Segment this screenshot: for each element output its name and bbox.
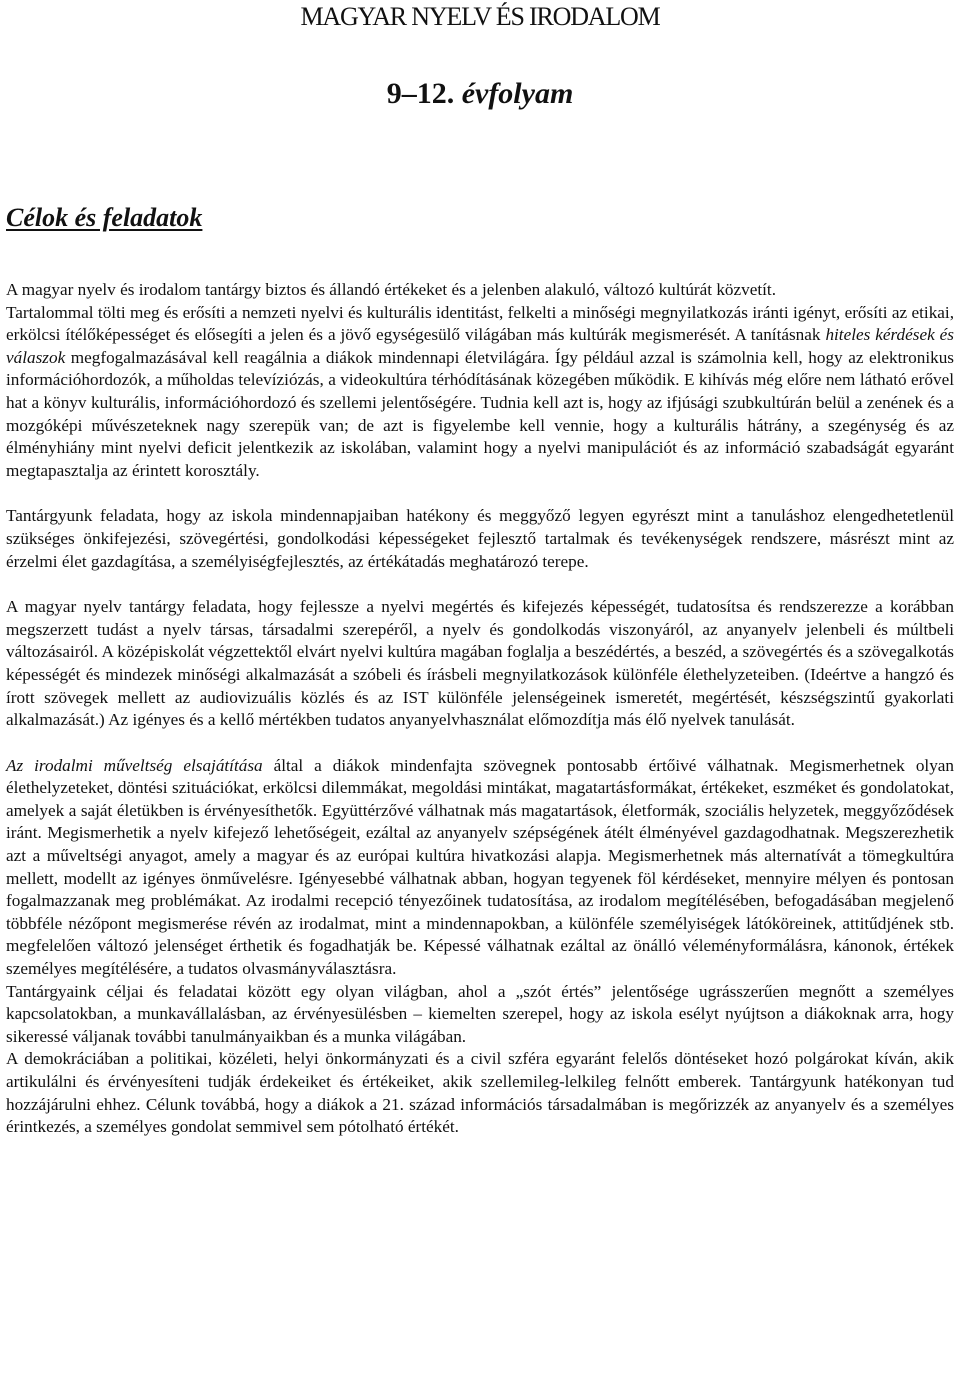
paragraph-1-part-b: megfogalmazásával kell reagálnia a diákok mindennapi életvilágára. Így például azzal is számolnia kell, hogy az elektronikus információhordozók, a műholdas televíziózás, a videokultúra térhódításának közegében működik. E kihívás még előre nem látható erővel hat a könyv kulturális, információhordozó és szellemi jelentőségére. Tudnia kell azt is, hogy az ifjúsági szubkultúrán belül a zenének és a mozgóképi művészeteknek nagy szerepük van; de azt is figyelembe kell vennie, hogy a kulturális hátrány, a szegénység és az élményhiány mint nyelvi deficit jelentkezik az iskolában, valamint hogy a nyelvi manipulációt és az információ szabadságát egyaránt megtapasztalja az érintett korosztály. <box>6 347 954 480</box>
body-text <box>6 279 954 1139</box>
section-heading: Célok és feladatok <box>6 203 203 232</box>
paragraph-1-part-a: Tartalommal tölti meg és erősíti a nemzeti nyelvi és kulturális identitást, felkelti a minőségi megnyilatkozás iránti igényt, erősíti az etikai, erkölcsi ítélőképességet és elősegíti a jelen és a jövő egységesülő világában más kultúrák megismerését. A tanításnak <box>6 302 954 345</box>
paragraph-1 <box>6 302 954 483</box>
paragraph-1-lead: A magyar nyelv és irodalom tantárgy biztos és állandó értékeket és a jelenben alakuló, változó kultúrát közvetít. <box>6 280 777 299</box>
paragraph-4-text: által a diákok mindenfajta szövegnek pontosabb értőivé válhatnak. Megismerhetnek olyan élethelyzeteket, döntési szituációkat, erkölcsi dilemmákat, megoldási mintákat, magatartásformákat, értékeket, eszméket és gondolatokat, amelyek a saját életükben is érvényesíthetők. Együttérzővé válhatnak más magatartások, életformák, szociális helyzetek, meggyőződések iránt. Megismerhetik a nyelv kifejező lehetőségeit, ezáltal az anyanyelv szépségének átélt élményével gazdagodhatnak. Megszerezhetik azt a műveltségi anyagot, amely a magyar és az európai kultúra hivatkozási alapja. Megismerhetnek más alternatívát a tömegkultúra mellett, modellt az igényes önművelésre. Igényesebbé válhatnak abban, hogyan tegyenek föl kérdéseket, mennyire mélyen és pontosan fogalmazzanak meg problémákat. Az irodalmi recepció tényezőinek tudatosítása, az irodalom megítélésében, befogadásában megjelenő többféle nézőpont megismerése révén az irodalmat, mint a mindennapokban, a különféle személyiségek látóköreinek, attitűdjének stb. megfelelően változó jelenséget érthetik és fogadhatják be. Képessé válhatnak ezáltal az önálló véleményformálásra, kánonok, értékek személyes megítélésére, a tudatos olvasmányválasztásra. <box>6 755 955 979</box>
paragraph-4-italic-phrase: Az irodalmi műveltség elsajátítása <box>6 755 263 775</box>
paragraph-5: Tantárgyaink céljai és feladatai között egy olyan világban, ahol a „szót értés” jelentősége ugrásszerűen megnőtt a személyes kapcsolatokban, a munkavállalásban, az érvényesülésben – kiemelten szerepel, hogy az iskola esélyt nyújtson a diákoknak arra, hogy sikeressé váljanak további tanulmányaikban és a munka világában. <box>6 981 954 1046</box>
paragraph-1-first-line <box>6 279 954 302</box>
paragraph-1-italic-phrase: hiteles kérdések és válaszok <box>6 325 954 367</box>
paragraph-3: A magyar nyelv tantárgy feladata, hogy fejlessze a nyelvi megértés és kifejezés képességét, tudatosítsa és rendszerezze a korábban megszerzett tudást a nyelv társas, társadalmi szerepéről, a nyelv és gondolkodás viszonyáról, az anyanyelv jelenbeli és múltbeli változásairól. A középiskolát végzettektől elvárt nyelvi kultúra magában foglalja a beszédértés, a beszéd, a szövegértés és a szövegalkotás képességét és mindezek minőségi alkalmazását a szóbeli és írásbeli megnyilatkozások különféle élethelyzeteiben. (Ideértve a hangzó és írott szövegek mellett az audiovizuális közlés és az IST különféle jelenségeinek ismeretét, megértését, készségszintű gyakorlati alkalmazását.) Az igényes és a kellő mértékben tudatos anyanyelvhasználat előmozdítja más élő nyelvek tanulását. <box>6 597 954 730</box>
paragraph-4 <box>6 755 954 981</box>
paragraph-2: Tantárgyunk feladata, hogy az iskola mindennapjaiban hatékony és meggyőző legyen egyrészt mint a tanuláshoz elengedhetetlenül szükséges önkifejezési, szövegértési, gondolkodási képességeket fejlesztő tartalmak és tevékenységek rendszere, másrészt mint az érzelmi élet gazdagítása, a személyiségfejlesztés, az értékátadás meghatározó terepe. <box>6 506 954 571</box>
document-title: MAGYAR NYELV ÉS IRODALOM <box>300 2 660 31</box>
paragraph-6: A demokráciában a politikai, közéleti, helyi önkormányzati és a civil szféra egyaránt felelős döntéseket hozó polgárokat kíván, akik artikulálni és érvényesíteni tudják érdekeiket és értékeiket, akik szellemileg-lelkileg felnőtt emberek. Tantárgyunk hatékonyan tud hozzájárulni ehhez. Célunk továbbá, hogy a diákok a 21. század információs társadalmában is megőrizzék az anyanyelv és a személyes érintkezés, a személyes gondolat semmivel sem pótolható értékét. <box>6 1049 954 1137</box>
grade-range-number: 9–12. <box>386 77 455 110</box>
grade-range-word: évfolyam <box>461 77 574 110</box>
grade-range-subtitle <box>0 74 960 114</box>
